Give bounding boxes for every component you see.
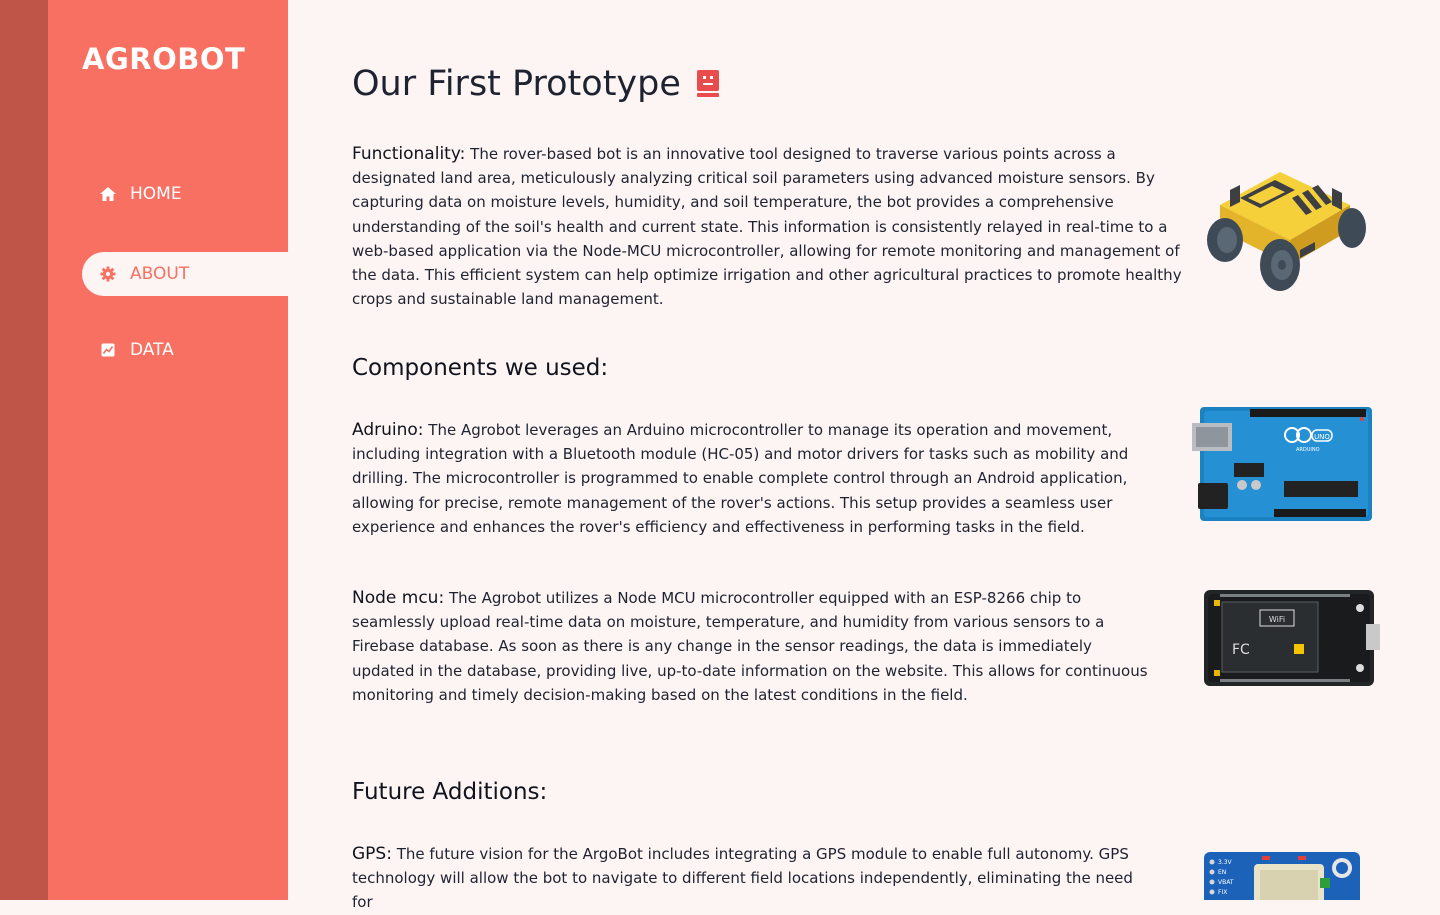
page-title: Our First Prototype [352, 64, 681, 104]
main-content [352, 0, 1392, 912]
arduino-uno-label: UNO [1314, 433, 1330, 441]
sidebar-item-about[interactable] [82, 252, 288, 296]
nodemcu-paragraph [352, 586, 1152, 707]
left-edge-strip [0, 0, 48, 900]
functionality-paragraph [352, 142, 1194, 311]
rover-bot-image [1200, 150, 1370, 300]
gps-pin-label: FIX [1218, 889, 1228, 896]
sidebar [48, 0, 288, 900]
future-heading: Future Additions: [352, 779, 548, 805]
gear-icon [98, 264, 118, 284]
arduino-text: The Agrobot leverages an Arduino microcontroller to manage its operation and movement, including integration with a Bluetooth module (HC-05) and motor drivers for tasks such as mobility and drilling. The microcontroller is programmed to enable complete control through an Android application, allowing for precise, remote management of the rover's actions. This setup provides a seamless user experience and enhances the rover's efficiency and effectiveness in performing tasks in the field. [352, 421, 1129, 536]
nodemcu-wifi-label: WiFi [1268, 615, 1286, 624]
robot-icon [695, 69, 721, 99]
gps-label: GPS: [352, 844, 392, 864]
nodemcu-board-image [1202, 588, 1382, 688]
functionality-label: Functionality: [352, 144, 466, 164]
page-title-row [352, 64, 721, 104]
gps-paragraph [352, 842, 1152, 915]
brand-logo[interactable]: AGROBOT [82, 42, 246, 76]
functionality-text: The rover-based bot is an innovative tool designed to traverse various points across a designated land area, meticulously analyzing critical soil parameters using advanced moisture sensors. By capturing data on moisture levels, humidity, and soil temperature, the bot provides a comprehensive understanding of the soil's health and current state. This information is consistently relayed in real-time to a web-based application via the Node-MCU microcontroller, allowing for remote monitoring and management of the data. This efficient system can help optimize irrigation and other agricultural practices to promote healthy crops and sustainable land management. [352, 145, 1182, 309]
arduino-paragraph [352, 418, 1152, 539]
nodemcu-fc-label: FC [1232, 642, 1250, 658]
home-icon [98, 184, 118, 204]
components-heading: Components we used: [352, 355, 609, 381]
chart-icon [98, 340, 118, 360]
nodemcu-label: Node mcu: [352, 588, 445, 608]
gps-pin-label: 3.3V [1218, 859, 1232, 866]
sidebar-item-label: ABOUT [130, 264, 190, 284]
gps-pin-label: EN [1218, 869, 1227, 876]
nodemcu-text: The Agrobot utilizes a Node MCU microcontroller equipped with an ESP-8266 chip to seamlessly upload real-time data on moisture, temperature, and humidity from various sensors to a Firebase database. As soon as there is any change in the sensor readings, the data is immediately updated in the database, providing live, up-to-date information on the website. This allows for continuous monitoring and timely decision-making based on the latest conditions in the field. [352, 589, 1148, 704]
sidebar-item-home[interactable] [82, 172, 288, 216]
sidebar-item-data[interactable] [82, 328, 288, 372]
arduino-board-image [1192, 405, 1374, 523]
sidebar-item-label: DATA [130, 340, 174, 360]
gps-pin-label: VBAT [1218, 879, 1234, 886]
arduino-label: Adruino: [352, 420, 424, 440]
arduino-brand-label: ARDUINO [1296, 447, 1320, 453]
gps-module-image [1202, 850, 1362, 900]
sidebar-item-label: HOME [130, 184, 182, 204]
gps-text: The future vision for the ArgoBot includes integrating a GPS module to enable full autonomy. GPS technology will allow the bot to navigate to different field locations independently, eliminating the need for [352, 845, 1133, 912]
